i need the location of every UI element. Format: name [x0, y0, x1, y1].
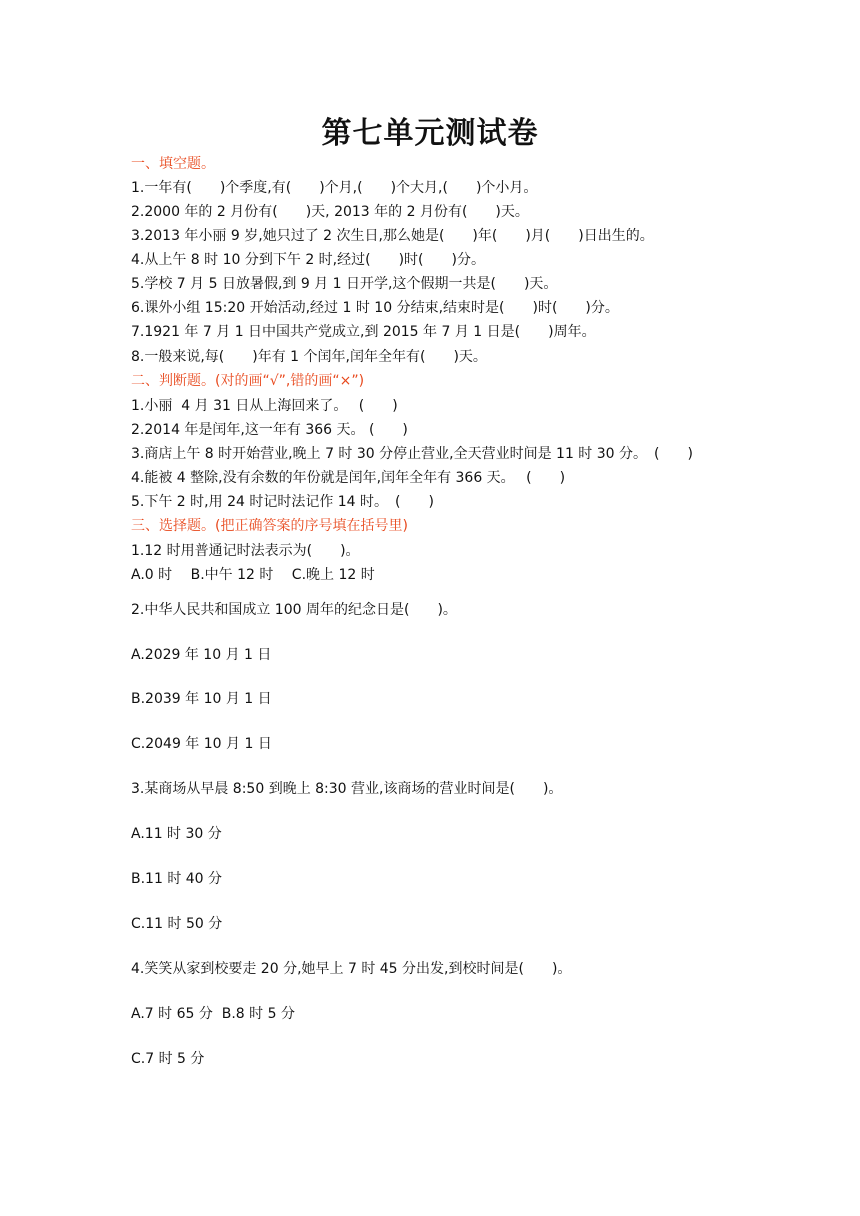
section-heading-true-false: 二、判断题。(对的画“√”,错的画“×”)	[131, 373, 365, 389]
question-item: 2.中华人民共和国成立 100 周年的纪念日是( )。	[131, 602, 457, 618]
answer-option: C.2049 年 10 月 1 日	[131, 736, 272, 752]
question-item: 5.学校 7 月 5 日放暑假,到 9 月 1 日开学,这个假期一共是( )天。	[131, 276, 558, 292]
question-item: 3.某商场从早晨 8:50 到晚上 8:30 营业,该商场的营业时间是( )。	[131, 781, 563, 797]
question-item: 3.商店上午 8 时开始营业,晚上 7 时 30 分停止营业,全天营业时间是 11 时 30 分。 ( )	[131, 446, 693, 462]
answer-option: A.2029 年 10 月 1 日	[131, 647, 272, 663]
question-item: 4.从上午 8 时 10 分到下午 2 时,经过( )时( )分。	[131, 252, 485, 268]
question-item: 1.12 时用普通记时法表示为( )。	[131, 543, 360, 559]
answer-options: A.0 时 B.中午 12 时 C.晚上 12 时	[131, 567, 375, 583]
question-item: 1.小丽 4 月 31 日从上海回来了。 ( )	[131, 398, 398, 414]
question-item: 4.能被 4 整除,没有余数的年份就是闰年,闰年全年有 366 天。 ( )	[131, 470, 566, 486]
question-item: 6.课外小组 15:20 开始活动,经过 1 时 10 分结束,结束时是( )时( )分。	[131, 300, 619, 316]
question-item: 3.2013 年小丽 9 岁,她只过了 2 次生日,那么她是( )年( )月( )日出生的。	[131, 228, 654, 244]
page-title: 第七单元测试卷	[321, 116, 539, 151]
answer-option: A.11 时 30 分	[131, 826, 222, 842]
section-heading-multiple-choice: 三、选择题。(把正确答案的序号填在括号里)	[131, 518, 408, 534]
question-item: 8.一般来说,每( )年有 1 个闰年,闰年全年有( )天。	[131, 349, 487, 365]
answer-option: C.11 时 50 分	[131, 916, 223, 932]
answer-option: C.7 时 5 分	[131, 1051, 205, 1067]
answer-option: B.11 时 40 分	[131, 871, 223, 887]
question-item: 5.下午 2 时,用 24 时记时法记作 14 时。 ( )	[131, 494, 434, 510]
answer-options: A.7 时 65 分 B.8 时 5 分	[131, 1006, 295, 1022]
section-heading-fill-blank: 一、填空题。	[131, 156, 215, 172]
answer-option: B.2039 年 10 月 1 日	[131, 691, 272, 707]
question-item: 1.一年有( )个季度,有( )个月,( )个大月,( )个小月。	[131, 180, 538, 196]
question-item: 2.2000 年的 2 月份有( )天, 2013 年的 2 月份有( )天。	[131, 204, 529, 220]
question-item: 2.2014 年是闰年,这一年有 366 天。 ( )	[131, 422, 408, 438]
question-item: 4.笑笑从家到校要走 20 分,她早上 7 时 45 分出发,到校时间是( )。	[131, 961, 572, 977]
question-item: 7.1921 年 7 月 1 日中国共产党成立,到 2015 年 7 月 1 日是( )周年。	[131, 324, 596, 340]
